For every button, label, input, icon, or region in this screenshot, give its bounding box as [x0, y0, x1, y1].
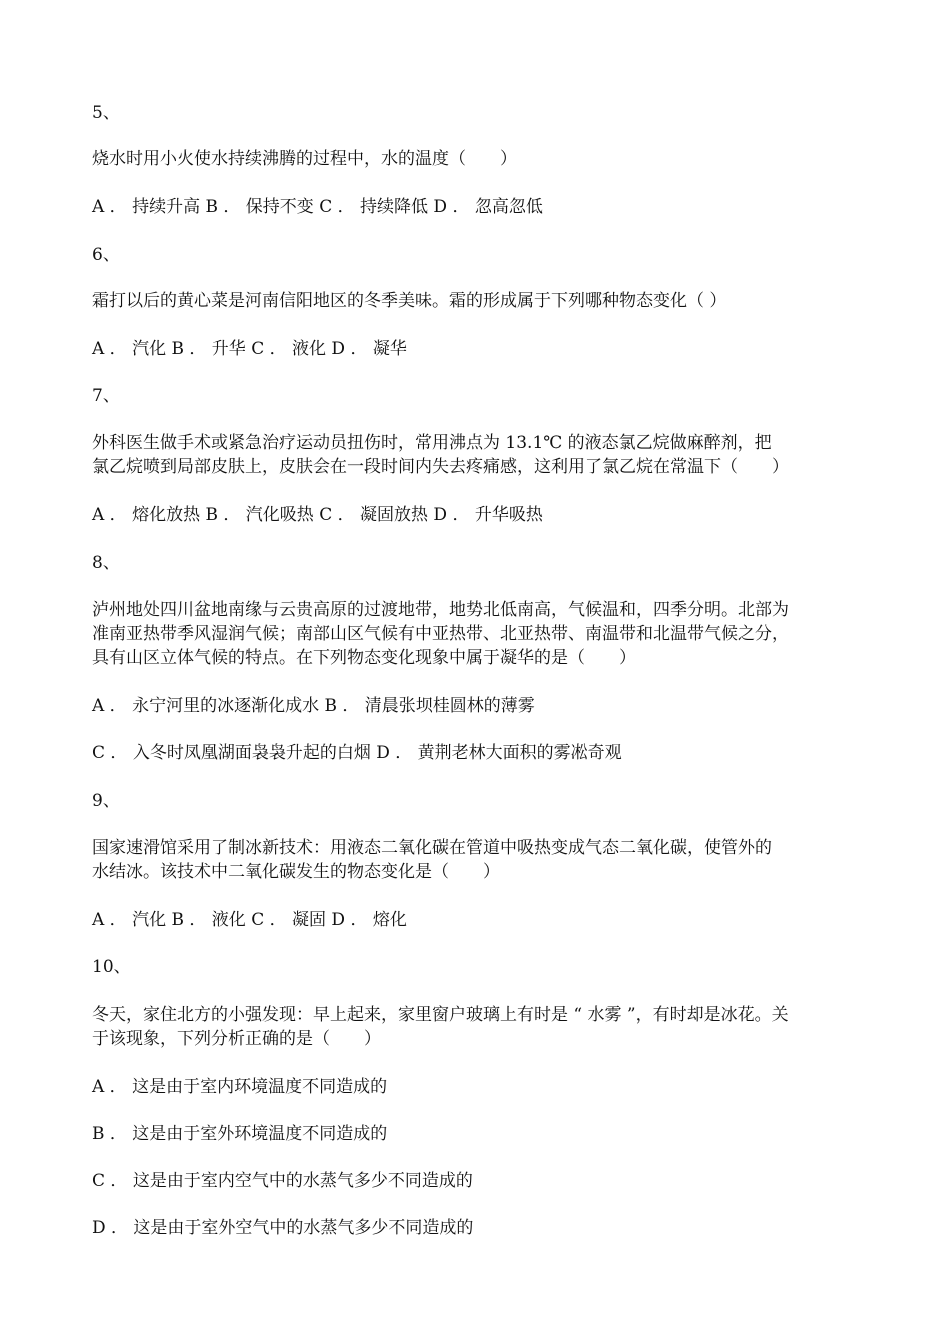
question-stem: 水结冰。该技术中二氧化碳发生的物态变化是（ ） — [92, 862, 500, 882]
question-stem: 具有山区立体气候的特点。在下列物态变化现象中属于凝华的是（ ） — [92, 648, 636, 668]
question-stem: 准南亚热带季风湿润气候；南部山区气候有中亚热带、北亚热带、南温带和北温带气候之分， — [92, 624, 789, 644]
answer-options: A ． 永宁河里的冰逐渐化成水 B ． 清晨张坝桂圆林的薄雾 — [92, 696, 535, 716]
question-stem: 于该现象，下列分析正确的是（ ） — [92, 1029, 381, 1049]
question-number: 9、 — [92, 791, 120, 811]
question-stem: 氯乙烷喷到局部皮肤上，皮肤会在一段时间内失去疼痛感，这利用了氯乙烷在常温下（ ） — [92, 457, 789, 477]
question-stem: 霜打以后的黄心菜是河南信阳地区的冬季美味。霜的形成属于下列哪种物态变化（ ） — [92, 291, 727, 311]
answer-option-b: B ． 这是由于室外环境温度不同造成的 — [92, 1124, 388, 1144]
answer-options: C ． 入冬时凤凰湖面袅袅升起的白烟 D ． 黄荆老林大面积的雾凇奇观 — [92, 743, 622, 763]
question-stem: 烧水时用小火使水持续沸腾的过程中，水的温度（ ） — [92, 149, 517, 169]
answer-option-d: D ． 这是由于室外空气中的水蒸气多少不同造成的 — [92, 1218, 474, 1238]
answer-options: A ． 汽化 B ． 液化 C ． 凝固 D ． 熔化 — [92, 910, 407, 930]
answer-options: A ． 熔化放热 B ． 汽化吸热 C ． 凝固放热 D ． 升华吸热 — [92, 505, 543, 525]
answer-options: A ． 持续升高 B ． 保持不变 C ． 持续降低 D ． 忽高忽低 — [92, 197, 543, 217]
question-number: 5、 — [92, 103, 120, 123]
question-stem: 泸州地处四川盆地南缘与云贵高原的过渡地带，地势北低南高，气候温和，四季分明。北部为 — [92, 600, 789, 620]
answer-options: A ． 汽化 B ． 升华 C ． 液化 D ． 凝华 — [92, 339, 407, 359]
answer-option-c: C ． 这是由于室内空气中的水蒸气多少不同造成的 — [92, 1171, 473, 1191]
question-stem: 冬天，家住北方的小强发现：早上起来，家里窗户玻璃上有时是 “ 水雾 ”，有时却是冰花。关 — [92, 1005, 789, 1025]
question-stem: 国家速滑馆采用了制冰新技术：用液态二氧化碳在管道中吸热变成气态二氧化碳，使管外的 — [92, 838, 772, 858]
question-number: 7、 — [92, 386, 120, 406]
question-number: 6、 — [92, 245, 120, 265]
answer-option-a: A ． 这是由于室内环境温度不同造成的 — [92, 1077, 388, 1097]
question-number: 10、 — [92, 957, 131, 977]
question-stem: 外科医生做手术或紧急治疗运动员扭伤时，常用沸点为 13.1℃ 的液态氯乙烷做麻醉剂，把 — [92, 433, 772, 453]
question-number: 8、 — [92, 553, 120, 573]
